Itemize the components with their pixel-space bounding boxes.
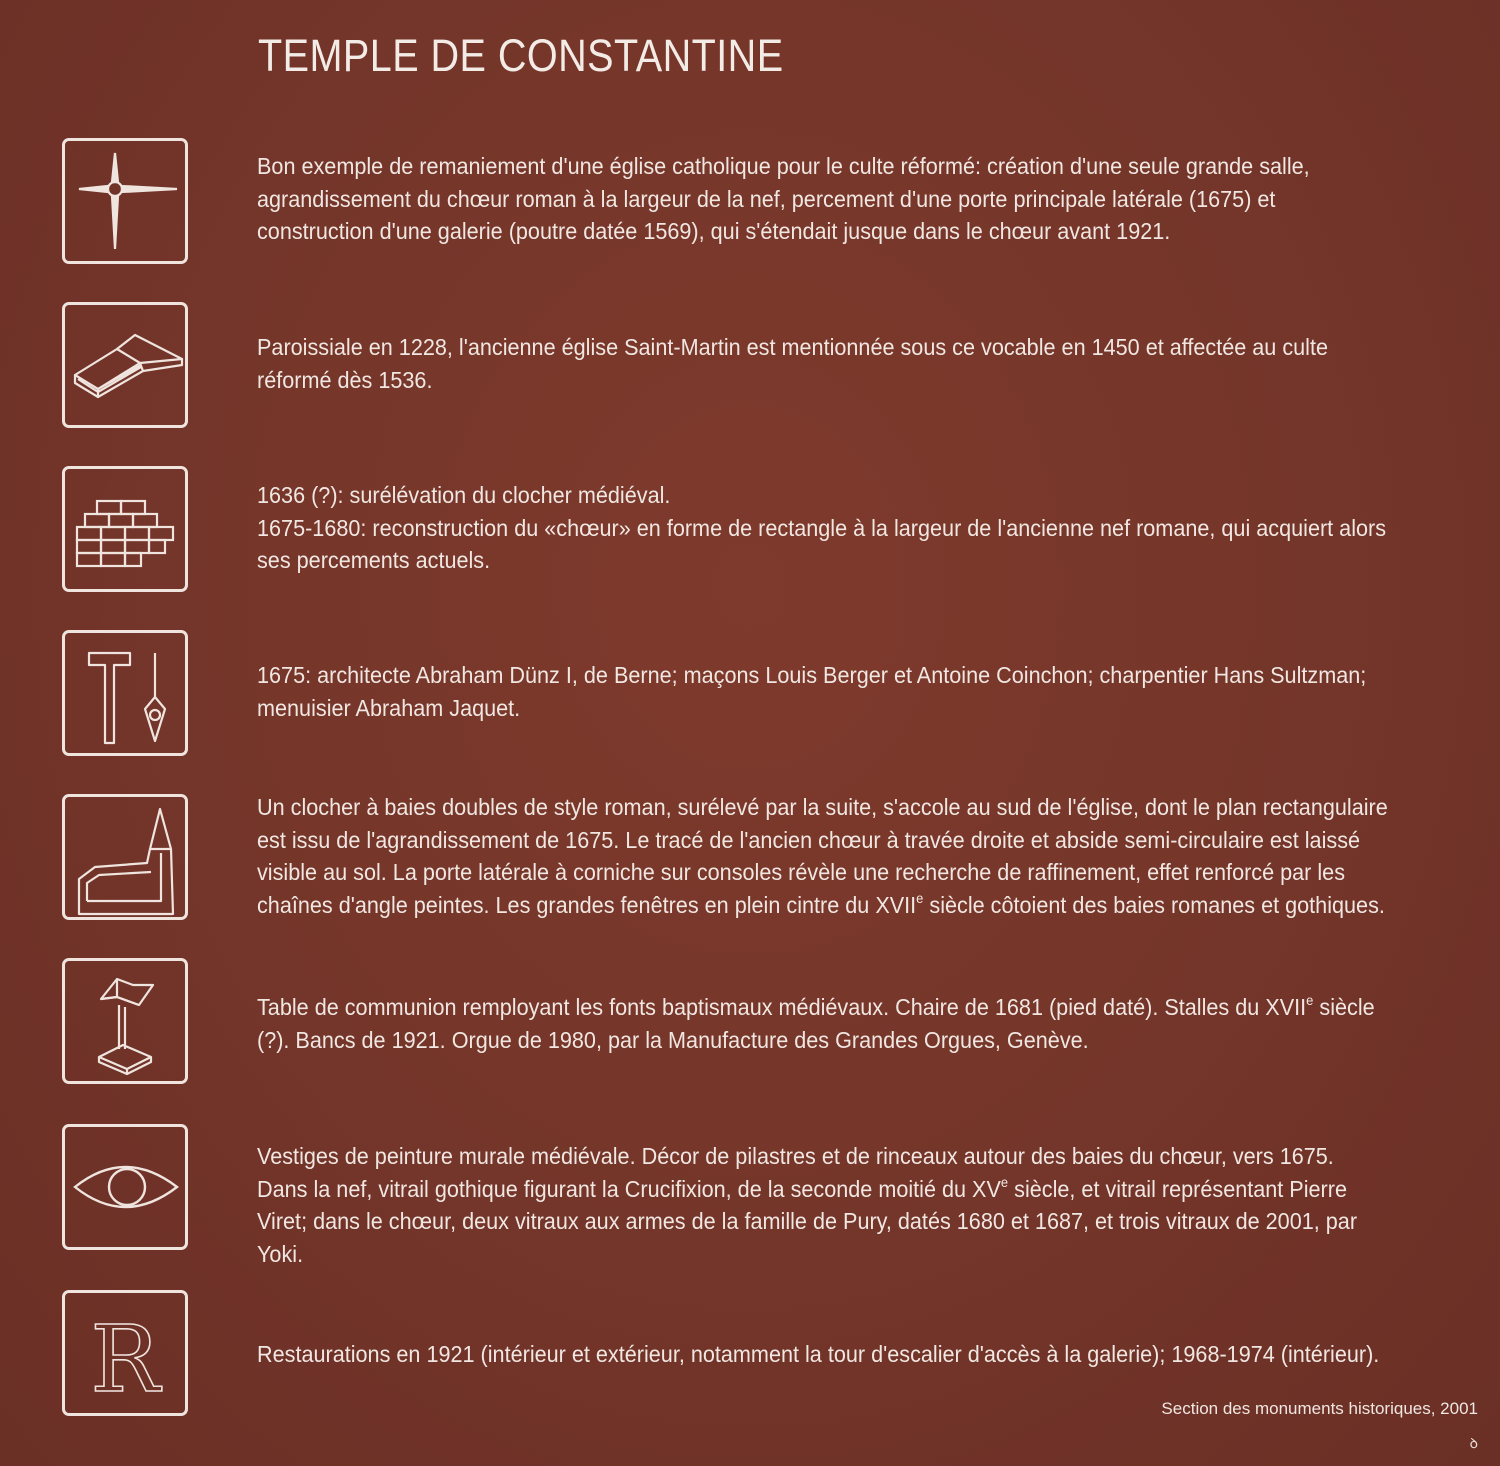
section-7-text [257,1140,1389,1270]
eye-icon [62,1124,188,1250]
svg-text:R: R [90,1306,160,1413]
compass-cross-icon [62,138,188,264]
section-paragraph: Bon exemple de remaniement d'une église catholique pour le culte réformé: création d'une seule grande salle, agrandissement du chœur roman à la largeur de la nef, percement d'une porte principale latérale (1675) et construction d'une galerie (poutre datée 1569), qui s'étendait jusque dans le chœur avant 1921. [257,153,1310,245]
corner-mark: ꝺ [1469,1435,1478,1451]
section-8-text [257,1338,1389,1371]
section-paragraph: Paroissiale en 1228, l'ancienne église Saint-Martin est mentionnée sous ce vocable en 1450 et affectée au culte réformé dès 1536. [257,334,1329,393]
letter-r-icon [62,1290,188,1416]
section-5-text [257,791,1389,921]
section-1-text [257,150,1389,248]
section-paragraph: Table de communion remployant les fonts baptismaux médiévaux. Chaire de 1681 (pied daté). Stalles du XVIIe siècle (?). Bancs de 1921. Orgue de 1980, par la Manufacture des Grandes Orgues, Genève. [257,992,1375,1053]
section-6-text [257,991,1389,1056]
section-paragraph: Un clocher à baies doubles de style roman, surélevé par la suite, s'accole au sud de l'église, dont le plan rectangulaire est issu de l'agrandissement de 1675. Le tracé de l'ancien chœur à travée droite et abside semi-circulaire est laissé visible au sol. La porte latérale à corniche sur consoles révèle une recherche de raffinement, effet renforcé par les chaînes d'angle peintes. Les grandes fenêtres en plein cintre du XVIIe siècle côtoient des baies romanes et gothiques. [257,794,1388,918]
section-paragraph: Vestiges de peinture murale médiévale. Décor de pilastres et de rinceaux autour des baies du chœur, vers 1675. Dans la nef, vitrail gothique figurant la Crucifixion, de la seconde moitié du XVe siècle, et vitrail représentant Pierre Viret; dans le chœur, deux vitraux aux armes de la famille de Pury, datés 1680 et 1687, et trois vitraux de 2001, par Yoki. [257,1143,1358,1267]
section-paragraph: 1636 (?): surélévation du clocher médiéval. [257,482,671,508]
section-paragraph: 1675: architecte Abraham Dünz I, de Berne; maçons Louis Berger et Antoine Coinchon; charpentier Hans Sultzman; menuisier Abraham Jaquet. [257,662,1367,721]
footer-credit: Section des monuments historiques, 2001 [1161,1399,1478,1418]
church-outline-icon [62,794,188,920]
section-4-text [257,659,1389,724]
brick-wall-icon [62,466,188,592]
hammer-plumb-icon [62,630,188,756]
plaque-title: TEMPLE DE CONSTANTINE [258,30,784,81]
section-2-text [257,331,1389,396]
section-3-text [257,479,1389,577]
section-paragraph: Restaurations en 1921 (intérieur et extérieur, notamment la tour d'escalier d'accès à la galerie); 1968-1974 (intérieur). [257,1341,1380,1367]
section-paragraph: 1675-1680: reconstruction du «chœur» en forme de rectangle à la largeur de l'ancienne nef romane, qui acquiert alors ses percements actuels. [257,514,1387,574]
open-book-icon [62,302,188,428]
lectern-icon [62,958,188,1084]
